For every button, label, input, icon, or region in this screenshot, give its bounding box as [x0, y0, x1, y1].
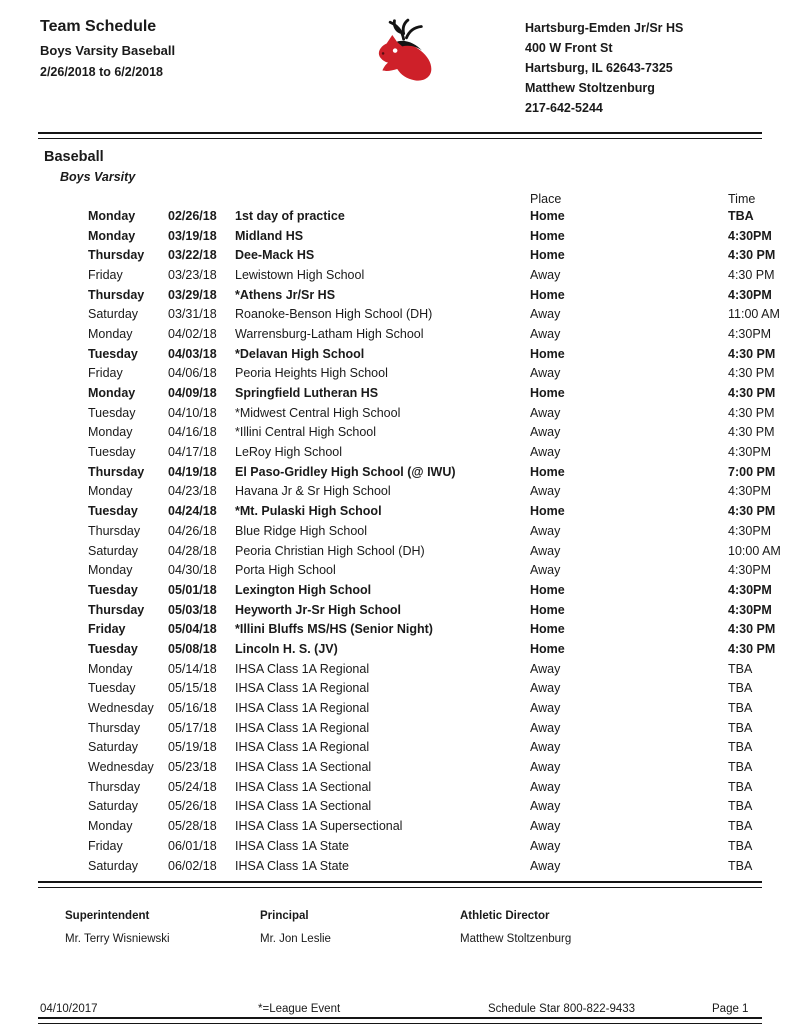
cell-day: Monday	[88, 326, 133, 341]
cell-time: TBA	[728, 858, 753, 873]
cell-event: IHSA Class 1A Supersectional	[235, 819, 403, 834]
cell-event: Peoria Heights High School	[235, 366, 388, 381]
cell-time: 4:30 PM	[728, 267, 775, 282]
cell-time: 4:30PM	[728, 582, 772, 597]
cell-day: Monday	[88, 208, 136, 223]
table-row	[0, 856, 800, 876]
cell-event: Blue Ridge High School	[235, 523, 368, 538]
cell-day: Friday	[88, 366, 123, 381]
cell-day: Tuesday	[88, 405, 136, 420]
cell-date: 03/31/18	[168, 307, 217, 322]
schedule-table	[0, 192, 800, 875]
team-level: Boys Varsity	[60, 170, 136, 184]
cell-place: Away	[530, 661, 561, 676]
cell-event: IHSA Class 1A State	[235, 838, 349, 853]
table-row	[0, 836, 800, 856]
cell-place: Home	[530, 248, 565, 263]
page-title: Team Schedule	[40, 18, 157, 35]
officials-row	[0, 888, 800, 945]
table-row	[0, 403, 800, 423]
table-row	[0, 619, 800, 639]
cell-date: 04/30/18	[168, 563, 217, 578]
cell-place: Home	[530, 641, 565, 656]
cell-place: Home	[530, 228, 565, 243]
cell-place: Away	[530, 720, 561, 735]
cell-day: Thursday	[88, 720, 141, 735]
cell-place: Away	[530, 858, 561, 873]
cell-time: 4:30 PM	[728, 386, 776, 401]
schedule-rows	[0, 206, 800, 875]
cell-time: 4:30PM	[728, 326, 772, 341]
table-row	[0, 206, 800, 226]
cell-event: IHSA Class 1A Sectional	[235, 779, 372, 794]
table-row	[0, 659, 800, 679]
footer-legend: *=League Event	[258, 1003, 341, 1015]
sport-title: Baseball	[44, 149, 104, 165]
cell-place: Home	[530, 287, 565, 302]
cell-place: Home	[530, 504, 565, 519]
cell-event: IHSA Class 1A State	[235, 858, 349, 873]
table-row	[0, 482, 800, 502]
column-header-place: Place	[530, 192, 562, 206]
cell-time: 4:30 PM	[728, 366, 775, 381]
cell-time: TBA	[728, 720, 753, 735]
official-name: Mr. Terry Wisniewski	[65, 933, 170, 946]
cell-date: 06/02/18	[168, 858, 217, 873]
official-block	[460, 910, 760, 945]
cell-event: El Paso-Gridley High School (@ IWU)	[235, 464, 456, 479]
cell-day: Saturday	[88, 740, 139, 755]
cell-day: Wednesday	[88, 760, 154, 775]
cell-place: Away	[530, 405, 561, 420]
cell-time: 4:30 PM	[728, 641, 776, 656]
cell-date: 04/23/18	[168, 484, 217, 499]
school-info	[525, 18, 760, 118]
table-row	[0, 304, 800, 324]
official-name: Mr. Jon Leslie	[260, 933, 331, 946]
cell-day: Thursday	[88, 602, 145, 617]
cell-event: Porta High School	[235, 563, 336, 578]
cell-time: 4:30PM	[728, 228, 772, 243]
cell-event: IHSA Class 1A Regional	[235, 681, 370, 696]
cell-time: TBA	[728, 681, 753, 696]
cell-time: 4:30PM	[728, 445, 772, 460]
cell-day: Thursday	[88, 248, 145, 263]
cell-date: 04/10/18	[168, 405, 217, 420]
cell-time: 4:30PM	[728, 602, 772, 617]
cell-place: Away	[530, 484, 561, 499]
cell-event: IHSA Class 1A Regional	[235, 720, 370, 735]
cell-day: Friday	[88, 622, 126, 637]
table-header-row	[0, 192, 800, 206]
table-row	[0, 698, 800, 718]
cell-day: Monday	[88, 484, 133, 499]
table-divider	[38, 881, 762, 888]
team-subtitle: Boys Varsity Baseball	[40, 43, 176, 58]
cell-place: Away	[530, 326, 561, 341]
cell-day: Monday	[88, 228, 136, 243]
header-left	[40, 18, 295, 79]
cell-date: 03/22/18	[168, 248, 217, 263]
table-row	[0, 718, 800, 738]
table-row	[0, 797, 800, 817]
cell-place: Away	[530, 799, 561, 814]
school-phone: 217-642-5244	[525, 101, 603, 115]
cell-place: Home	[530, 208, 565, 223]
cell-event: LeRoy High School	[235, 445, 343, 460]
cell-place: Home	[530, 622, 565, 637]
cell-time: TBA	[728, 661, 753, 676]
cell-time: TBA	[728, 838, 753, 853]
cell-event: Lincoln H. S. (JV)	[235, 641, 338, 656]
cell-time: 10:00 AM	[728, 543, 781, 558]
cell-date: 05/24/18	[168, 779, 217, 794]
cell-date: 05/15/18	[168, 681, 217, 696]
cell-day: Monday	[88, 563, 133, 578]
school-contact-name: Matthew Stoltzenburg	[525, 81, 655, 95]
table-row	[0, 383, 800, 403]
cell-day: Monday	[88, 425, 133, 440]
school-name: Hartsburg-Emden Jr/Sr HS	[525, 21, 684, 35]
table-row	[0, 423, 800, 443]
table-row	[0, 462, 800, 482]
cell-date: 05/01/18	[168, 582, 217, 597]
official-title: Principal	[260, 910, 309, 923]
cell-day: Tuesday	[88, 346, 138, 361]
cell-date: 03/19/18	[168, 228, 217, 243]
column-header-time: Time	[728, 192, 756, 206]
cell-time: 4:30 PM	[728, 405, 775, 420]
cell-place: Home	[530, 346, 565, 361]
cell-time: TBA	[728, 779, 753, 794]
cell-date: 05/14/18	[168, 661, 217, 676]
cell-place: Away	[530, 523, 561, 538]
cell-event: Dee-Mack HS	[235, 248, 315, 263]
cell-event: *Illini Central High School	[235, 425, 377, 440]
cell-place: Away	[530, 760, 561, 775]
cell-date: 05/23/18	[168, 760, 217, 775]
table-row	[0, 521, 800, 541]
cell-day: Saturday	[88, 799, 139, 814]
cell-event: Heyworth Jr-Sr High School	[235, 602, 401, 617]
table-row	[0, 245, 800, 265]
page-footer	[0, 1003, 800, 1015]
table-row	[0, 777, 800, 797]
table-row	[0, 364, 800, 384]
cell-date: 04/16/18	[168, 425, 217, 440]
cell-time: 4:30PM	[728, 563, 772, 578]
cell-event: IHSA Class 1A Regional	[235, 740, 370, 755]
table-row	[0, 600, 800, 620]
cell-place: Home	[530, 582, 565, 597]
cell-time: 7:00 PM	[728, 464, 776, 479]
cell-date: 05/08/18	[168, 641, 217, 656]
table-row	[0, 580, 800, 600]
cell-place: Away	[530, 838, 561, 853]
cell-date: 03/23/18	[168, 267, 217, 282]
cell-time: 11:00 AM	[728, 307, 780, 322]
cell-date: 04/03/18	[168, 346, 217, 361]
cell-event: *Athens Jr/Sr HS	[235, 287, 336, 302]
table-row	[0, 285, 800, 305]
cell-event: IHSA Class 1A Regional	[235, 661, 370, 676]
cell-event: IHSA Class 1A Regional	[235, 701, 370, 716]
cell-day: Thursday	[88, 287, 145, 302]
cell-time: TBA	[728, 208, 754, 223]
stag-mascot-icon	[371, 18, 449, 91]
school-address-city: Hartsburg, IL 62643-7325	[525, 61, 673, 75]
cell-time: 4:30PM	[728, 523, 772, 538]
cell-day: Saturday	[88, 858, 139, 873]
cell-day: Friday	[88, 838, 123, 853]
cell-place: Away	[530, 543, 561, 558]
cell-day: Thursday	[88, 523, 141, 538]
cell-event: *Illini Bluffs MS/HS (Senior Night)	[235, 622, 433, 637]
cell-event: *Delavan High School	[235, 346, 365, 361]
cell-time: TBA	[728, 799, 753, 814]
cell-time: TBA	[728, 701, 753, 716]
cell-time: 4:30 PM	[728, 346, 776, 361]
cell-date: 06/01/18	[168, 838, 217, 853]
cell-place: Away	[530, 681, 561, 696]
cell-place: Home	[530, 464, 565, 479]
table-row	[0, 442, 800, 462]
section-heading	[0, 139, 800, 184]
cell-time: 4:30 PM	[728, 425, 775, 440]
cell-day: Tuesday	[88, 504, 138, 519]
cell-date: 03/29/18	[168, 287, 217, 302]
cell-day: Monday	[88, 819, 133, 834]
cell-day: Tuesday	[88, 641, 138, 656]
cell-event: Springfield Lutheran HS	[235, 386, 379, 401]
cell-date: 02/26/18	[168, 208, 217, 223]
cell-day: Tuesday	[88, 681, 136, 696]
table-row	[0, 265, 800, 285]
official-name: Matthew Stoltzenburg	[460, 933, 572, 946]
school-address-street: 400 W Front St	[525, 41, 613, 55]
cell-date: 04/17/18	[168, 445, 217, 460]
cell-time: 4:30 PM	[728, 248, 776, 263]
cell-date: 05/16/18	[168, 701, 217, 716]
table-row	[0, 226, 800, 246]
cell-place: Away	[530, 819, 561, 834]
cell-place: Away	[530, 740, 561, 755]
cell-date: 05/28/18	[168, 819, 217, 834]
cell-day: Tuesday	[88, 445, 136, 460]
cell-event: Warrensburg-Latham High School	[235, 326, 424, 341]
table-row	[0, 639, 800, 659]
cell-date: 04/28/18	[168, 543, 217, 558]
cell-place: Home	[530, 386, 565, 401]
cell-time: 4:30 PM	[728, 504, 776, 519]
table-row	[0, 679, 800, 699]
cell-day: Wednesday	[88, 701, 154, 716]
table-row	[0, 344, 800, 364]
table-row	[0, 324, 800, 344]
cell-time: 4:30 PM	[728, 622, 776, 637]
table-row	[0, 560, 800, 580]
official-block	[260, 910, 460, 945]
cell-day: Thursday	[88, 779, 141, 794]
cell-date: 04/06/18	[168, 366, 217, 381]
cell-place: Away	[530, 701, 561, 716]
cell-date: 04/24/18	[168, 504, 217, 519]
cell-event: Peoria Christian High School (DH)	[235, 543, 425, 558]
date-range: 2/26/2018 to 6/2/2018	[40, 65, 164, 79]
cell-date: 04/26/18	[168, 523, 217, 538]
table-row	[0, 738, 800, 758]
cell-event: 1st day of practice	[235, 208, 345, 223]
cell-event: Lexington High School	[235, 582, 372, 597]
official-block	[65, 910, 260, 945]
cell-date: 05/03/18	[168, 602, 217, 617]
cell-day: Tuesday	[88, 582, 138, 597]
cell-day: Saturday	[88, 307, 139, 322]
cell-place: Away	[530, 307, 561, 322]
cell-day: Monday	[88, 661, 133, 676]
cell-event: *Midwest Central High School	[235, 405, 401, 420]
cell-place: Away	[530, 445, 561, 460]
table-row	[0, 757, 800, 777]
cell-date: 05/04/18	[168, 622, 217, 637]
cell-date: 05/19/18	[168, 740, 217, 755]
cell-place: Away	[530, 779, 561, 794]
cell-day: Friday	[88, 267, 123, 282]
cell-day: Thursday	[88, 464, 145, 479]
cell-place: Away	[530, 425, 561, 440]
cell-day: Monday	[88, 386, 136, 401]
cell-time: TBA	[728, 819, 753, 834]
logo-container	[295, 18, 525, 91]
cell-day: Saturday	[88, 543, 139, 558]
official-title: Superintendent	[65, 910, 150, 923]
cell-date: 04/19/18	[168, 464, 217, 479]
cell-time: TBA	[728, 760, 753, 775]
cell-event: Lewistown High School	[235, 267, 365, 282]
cell-date: 04/02/18	[168, 326, 217, 341]
cell-event: *Mt. Pulaski High School	[235, 504, 382, 519]
footer-page-number: Page 1	[712, 1003, 749, 1015]
cell-date: 05/17/18	[168, 720, 217, 735]
table-row	[0, 816, 800, 836]
cell-time: 4:30PM	[728, 287, 772, 302]
footer-date: 04/10/2017	[40, 1003, 98, 1015]
cell-event: Havana Jr & Sr High School	[235, 484, 391, 499]
table-row	[0, 541, 800, 561]
cell-place: Home	[530, 602, 565, 617]
page-header	[0, 0, 800, 118]
official-title: Athletic Director	[460, 910, 550, 923]
cell-event: Roanoke-Benson High School (DH)	[235, 307, 433, 322]
cell-event: IHSA Class 1A Sectional	[235, 760, 372, 775]
cell-time: TBA	[728, 740, 753, 755]
cell-place: Away	[530, 267, 561, 282]
cell-time: 4:30PM	[728, 484, 772, 499]
table-row	[0, 501, 800, 521]
cell-event: Midland HS	[235, 228, 304, 243]
cell-date: 04/09/18	[168, 386, 217, 401]
bottom-divider	[38, 1017, 762, 1024]
header-divider	[38, 132, 762, 139]
cell-date: 05/26/18	[168, 799, 217, 814]
cell-event: IHSA Class 1A Sectional	[235, 799, 372, 814]
cell-place: Away	[530, 366, 561, 381]
footer-brand: Schedule Star 800-822-9433	[488, 1003, 636, 1015]
cell-place: Away	[530, 563, 561, 578]
